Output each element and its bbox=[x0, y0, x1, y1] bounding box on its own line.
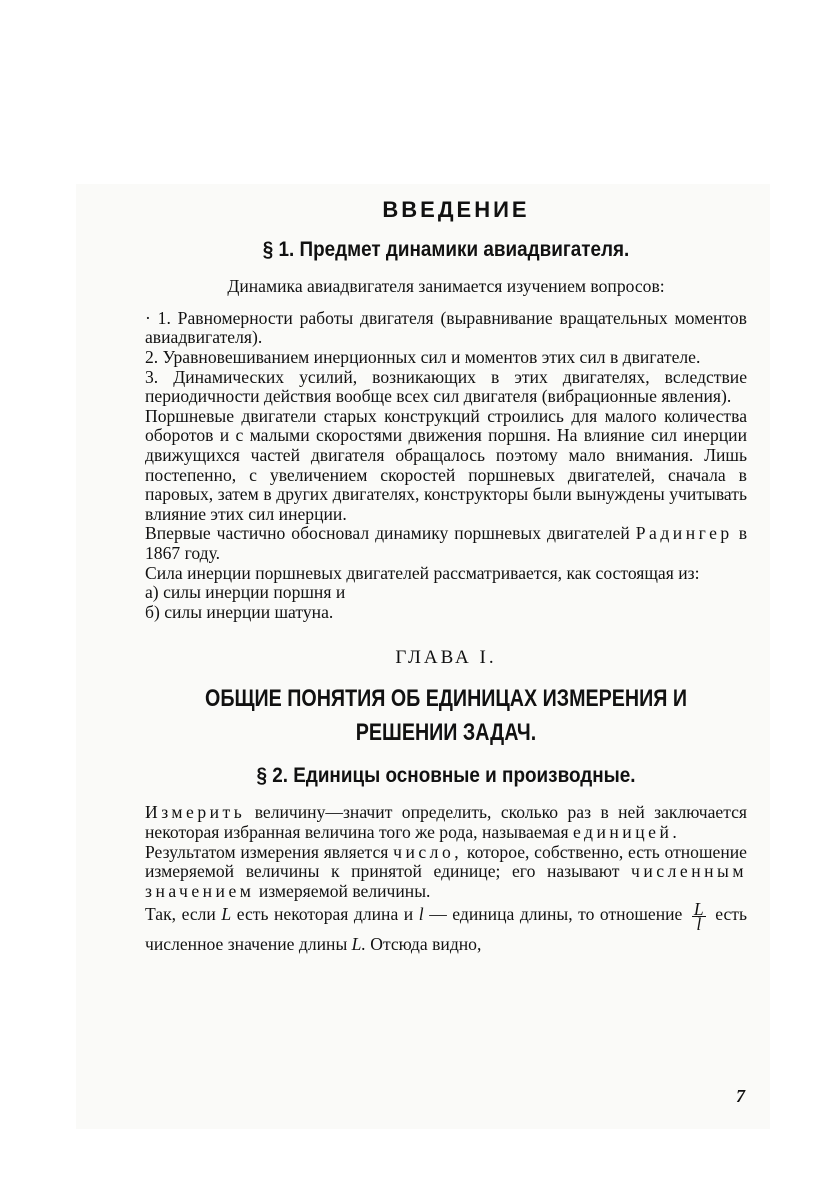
paragraph bbox=[145, 524, 747, 563]
fraction bbox=[692, 898, 706, 934]
intro-heading: ВВЕДЕНИЕ bbox=[382, 197, 530, 222]
section-1-title: § 1. Предмет динамики авиадвигателя. bbox=[262, 237, 630, 261]
emphasis: Измерить bbox=[145, 802, 246, 823]
emphasis: число, bbox=[393, 841, 463, 862]
math-var: l bbox=[418, 904, 424, 925]
author-name: Радингер bbox=[635, 523, 733, 544]
text-run: в 1867 году. bbox=[145, 523, 747, 563]
paragraph: Сила инерции поршневых двигателей рассматривается, как состоящая из: bbox=[145, 562, 700, 583]
text-run: есть численное значение длины bbox=[145, 904, 748, 954]
intro-lead: Динамика авиадвигателя занимается изучением вопросов: bbox=[227, 276, 665, 297]
paragraph: Поршневые двигатели старых конструкций строились для малого количества оборотов и с малыми скоростями движения поршня. На влияние сил инерции движущихся частей двигателя обращалось поэтому мало внимания. Лишь постепенно, с увеличением скоростей поршневых двигателей, сначала в паровых, затем в других двигателях, конструкторы были вынуждены учитывать влияние этих сил инерции. bbox=[145, 405, 747, 524]
text-run: — единица длины, то отношение bbox=[429, 904, 683, 925]
text-run: Впервые частично обосновал динамику поршневых двигателей bbox=[145, 523, 630, 544]
math-var: L bbox=[221, 904, 232, 925]
sub-item: б) силы инерции шатуна. bbox=[145, 601, 334, 622]
text-run: Так, если bbox=[145, 904, 216, 925]
page-body bbox=[145, 197, 748, 957]
text-run: есть некоторая длина и bbox=[236, 904, 414, 925]
text-run: которое, собственно, есть отношение измеряемой величины к принятой единице; его называют bbox=[145, 841, 747, 882]
emphasis: численным значением bbox=[145, 861, 747, 901]
chapter-title: ОБЩИЕ ПОНЯТИЯ ОБ ЕДИНИЦАХ ИЗМЕРЕНИЯ И РЕШЕНИИ ЗАДАЧ. bbox=[205, 684, 687, 746]
fraction-denominator: l bbox=[696, 913, 702, 934]
list-item: · 1. Равномерности работы двигателя (выравнивание вращательных моментов авиадвигателя). bbox=[145, 307, 747, 348]
section-2-title: § 2. Единицы основные и производные. bbox=[256, 763, 636, 787]
emphasis: единицей. bbox=[572, 822, 681, 843]
text-run: измеряемой величины. bbox=[258, 880, 431, 901]
chapter-label: ГЛАВА I. bbox=[395, 647, 497, 669]
paragraph bbox=[145, 898, 748, 956]
list-item: 3. Динамических усилий, возникающих в этих двигателях, вследствие периодичности действия вообще всех сил двигателя (вибрационные явления). bbox=[145, 366, 747, 407]
paragraph bbox=[145, 803, 747, 842]
sub-item: а) силы инерции поршня и bbox=[145, 582, 346, 603]
math-var: L. bbox=[351, 933, 366, 954]
text-run: Результатом измерения является bbox=[145, 841, 389, 862]
fraction-numerator: L bbox=[693, 898, 704, 919]
page-number: 7 bbox=[736, 1086, 745, 1106]
text-run: Отсюда видно, bbox=[370, 933, 482, 954]
paragraph bbox=[145, 843, 747, 902]
list-item: 2. Уравновешиванием инерционных сил и моментов этих сил в двигателе. bbox=[145, 346, 701, 367]
text-run: величину—значит определить, сколько раз в ней заключается некоторая избранная величина того же рода, называемая bbox=[145, 802, 748, 843]
